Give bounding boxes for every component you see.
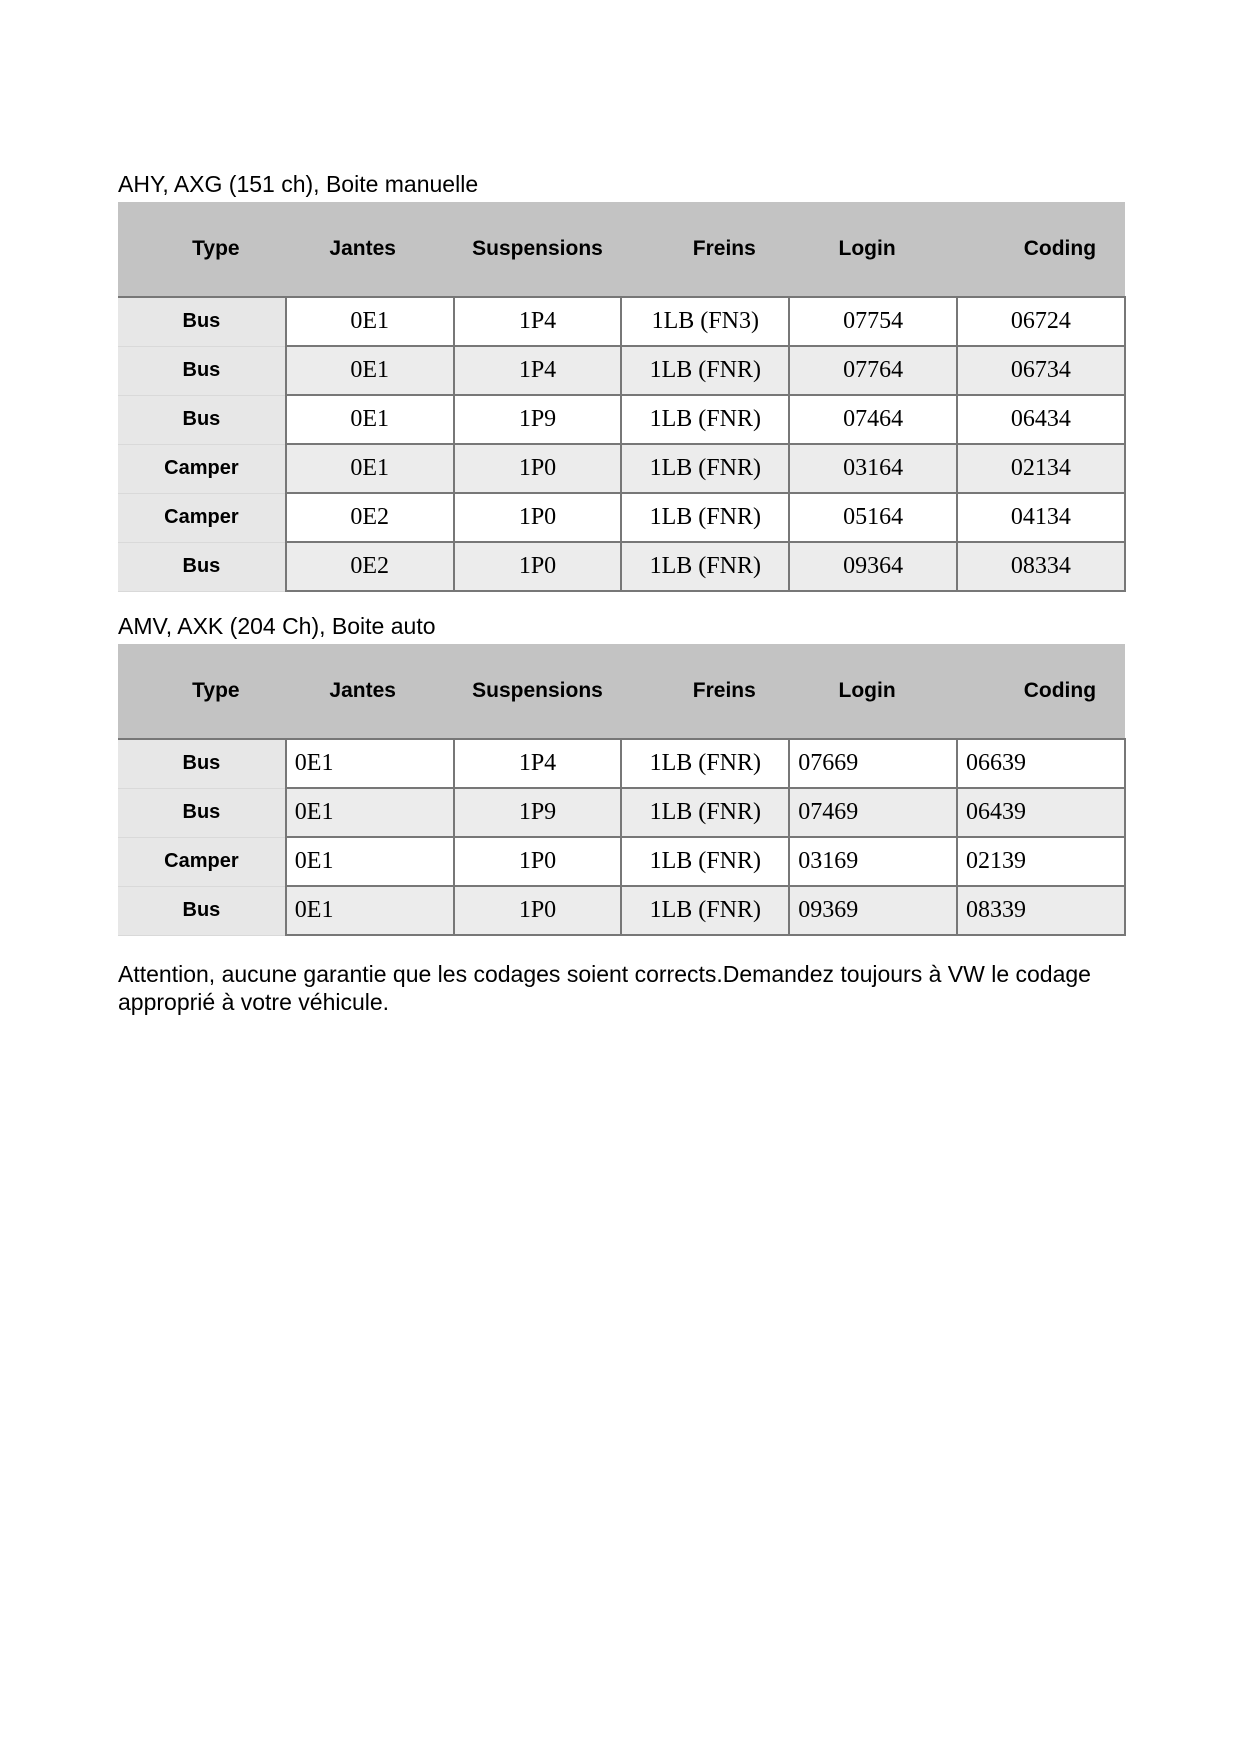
cell-freins: 1LB (FNR) — [621, 346, 789, 395]
cell-login: 09364 — [789, 542, 957, 591]
disclaimer-note: Attention, aucune garantie que les codages soient corrects.Demandez toujours à VW le codage approprié à votre véhicule. — [118, 961, 1091, 1015]
table-row — [118, 886, 1125, 935]
table-row — [118, 297, 1125, 346]
cell-jantes: 0E1 — [286, 297, 454, 346]
cell-login: 07469 — [789, 788, 957, 837]
cell-jantes: 0E1 — [286, 444, 454, 493]
cell-login: 07464 — [789, 395, 957, 444]
cell-suspensions: 1P0 — [454, 444, 622, 493]
header-freins: Freins — [621, 644, 789, 739]
section-caption: AMV, AXK (204 Ch), Boite auto — [118, 613, 436, 639]
header-login: Login — [789, 202, 957, 297]
cell-jantes: 0E2 — [286, 493, 454, 542]
coding-table — [118, 202, 1126, 592]
header-jantes: Jantes — [286, 644, 454, 739]
cell-type: Bus — [118, 739, 286, 788]
cell-coding: 06724 — [957, 297, 1125, 346]
cell-jantes: 0E1 — [286, 739, 454, 788]
cell-type: Bus — [118, 395, 286, 444]
cell-suspensions: 1P9 — [454, 395, 622, 444]
table-row — [118, 542, 1125, 591]
cell-freins: 1LB (FN3) — [621, 297, 789, 346]
header-suspensions: Suspensions — [454, 644, 622, 739]
table-row — [118, 739, 1125, 788]
cell-suspensions: 1P4 — [454, 346, 622, 395]
cell-type: Bus — [118, 886, 286, 935]
cell-type: Camper — [118, 444, 286, 493]
cell-type: Bus — [118, 346, 286, 395]
cell-coding: 02139 — [957, 837, 1125, 886]
cell-type: Camper — [118, 837, 286, 886]
cell-coding: 08334 — [957, 542, 1125, 591]
table-row — [118, 395, 1125, 444]
cell-freins: 1LB (FNR) — [621, 493, 789, 542]
cell-coding: 06734 — [957, 346, 1125, 395]
table-row — [118, 493, 1125, 542]
cell-suspensions: 1P0 — [454, 837, 622, 886]
table-row — [118, 788, 1125, 837]
cell-coding: 08339 — [957, 886, 1125, 935]
section-auto — [118, 612, 1125, 936]
section-manual — [118, 170, 1125, 592]
header-type: Type — [118, 644, 286, 739]
cell-suspensions: 1P0 — [454, 886, 622, 935]
cell-suspensions: 1P9 — [454, 788, 622, 837]
header-freins: Freins — [621, 202, 789, 297]
cell-type: Bus — [118, 788, 286, 837]
cell-login: 03169 — [789, 837, 957, 886]
header-suspensions: Suspensions — [454, 202, 622, 297]
section-caption: AHY, AXG (151 ch), Boite manuelle — [118, 171, 479, 197]
cell-type: Bus — [118, 297, 286, 346]
cell-jantes: 0E2 — [286, 542, 454, 591]
cell-freins: 1LB (FNR) — [621, 444, 789, 493]
cell-freins: 1LB (FNR) — [621, 837, 789, 886]
cell-type: Bus — [118, 542, 286, 591]
cell-coding: 06639 — [957, 739, 1125, 788]
cell-freins: 1LB (FNR) — [621, 395, 789, 444]
cell-login: 07754 — [789, 297, 957, 346]
cell-freins: 1LB (FNR) — [621, 542, 789, 591]
header-jantes: Jantes — [286, 202, 454, 297]
cell-freins: 1LB (FNR) — [621, 788, 789, 837]
cell-freins: 1LB (FNR) — [621, 886, 789, 935]
header-login: Login — [789, 644, 957, 739]
cell-jantes: 0E1 — [286, 395, 454, 444]
cell-jantes: 0E1 — [286, 788, 454, 837]
cell-jantes: 0E1 — [286, 886, 454, 935]
table-header-row — [118, 644, 1125, 739]
header-coding: Coding — [957, 202, 1125, 297]
cell-coding: 04134 — [957, 493, 1125, 542]
cell-type: Camper — [118, 493, 286, 542]
cell-suspensions: 1P0 — [454, 493, 622, 542]
table-header-row — [118, 202, 1125, 297]
cell-login: 03164 — [789, 444, 957, 493]
cell-jantes: 0E1 — [286, 837, 454, 886]
header-coding: Coding — [957, 644, 1125, 739]
cell-jantes: 0E1 — [286, 346, 454, 395]
cell-login: 09369 — [789, 886, 957, 935]
coding-table — [118, 644, 1126, 936]
cell-freins: 1LB (FNR) — [621, 739, 789, 788]
cell-coding: 06439 — [957, 788, 1125, 837]
cell-suspensions: 1P4 — [454, 739, 622, 788]
cell-suspensions: 1P0 — [454, 542, 622, 591]
header-type: Type — [118, 202, 286, 297]
cell-login: 05164 — [789, 493, 957, 542]
cell-coding: 02134 — [957, 444, 1125, 493]
table-row — [118, 346, 1125, 395]
table-row — [118, 837, 1125, 886]
table-row — [118, 444, 1125, 493]
cell-coding: 06434 — [957, 395, 1125, 444]
cell-login: 07764 — [789, 346, 957, 395]
cell-suspensions: 1P4 — [454, 297, 622, 346]
cell-login: 07669 — [789, 739, 957, 788]
